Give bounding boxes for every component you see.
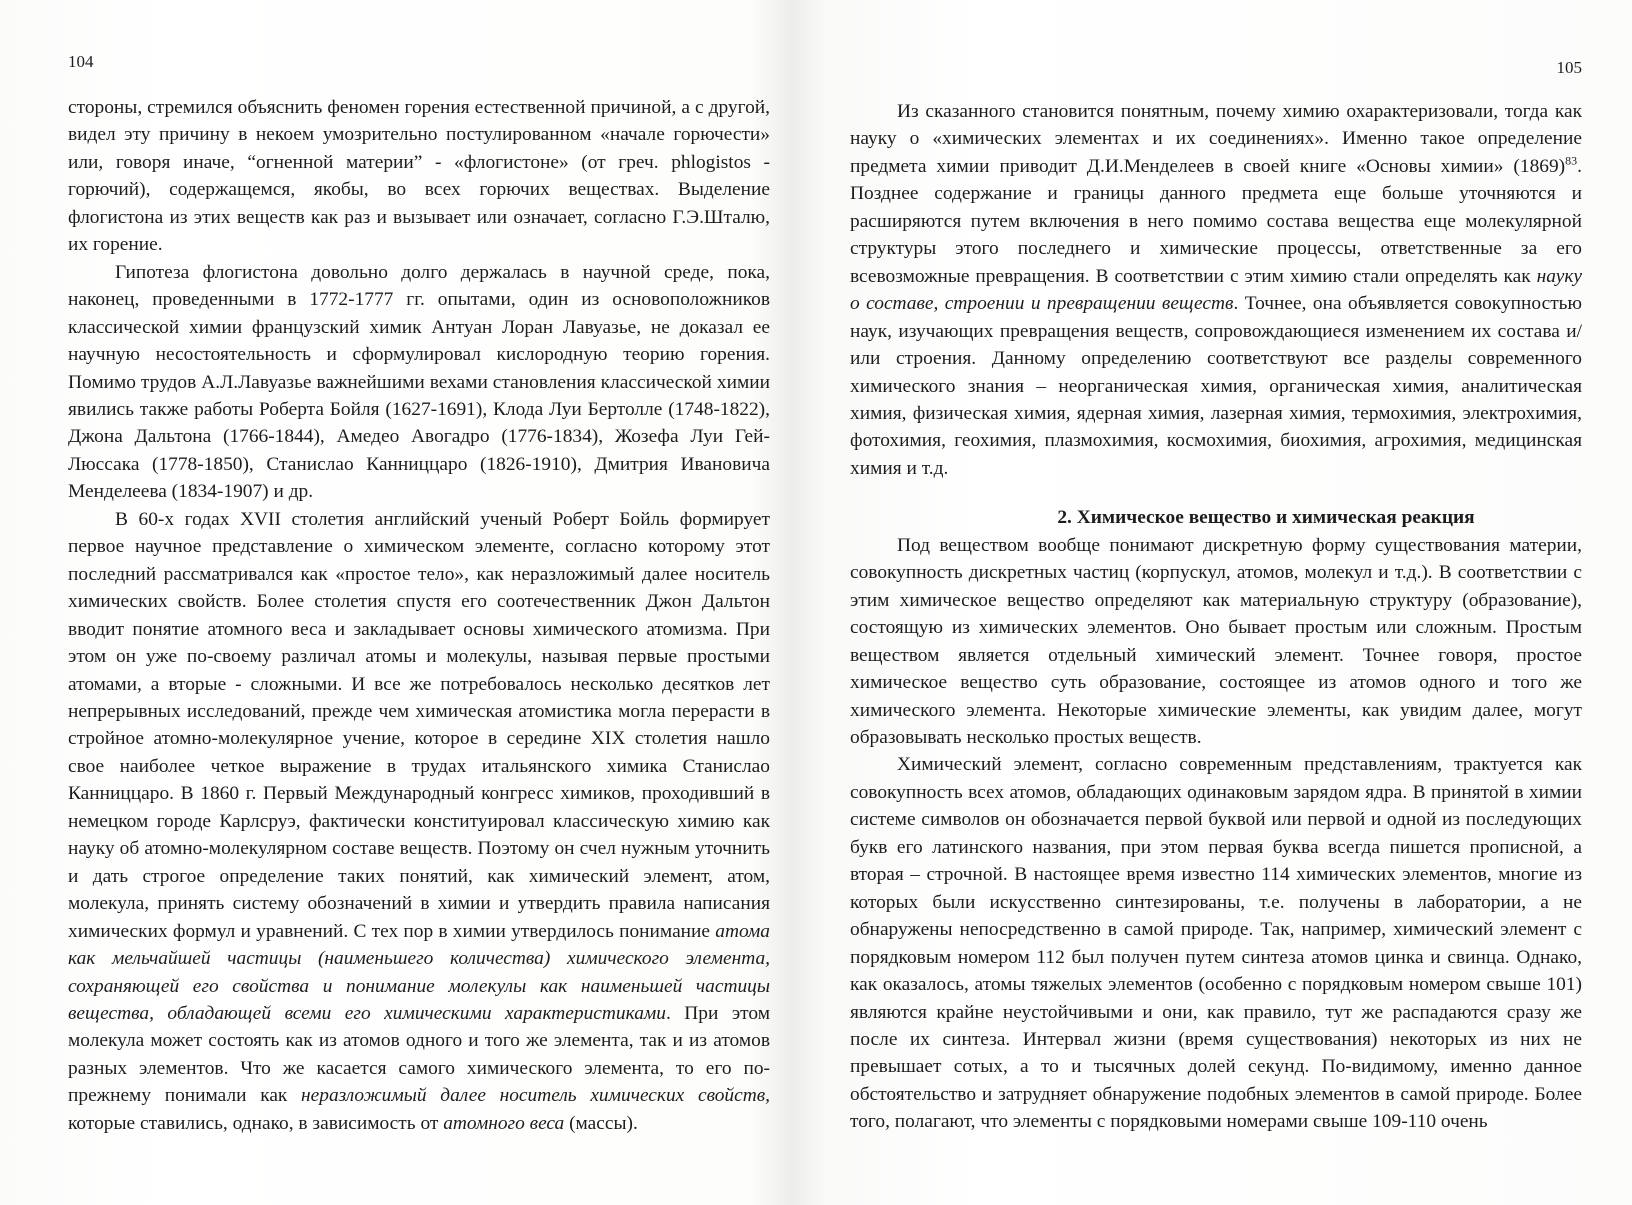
paragraph xyxy=(850,532,1582,752)
right-page-text xyxy=(850,98,1582,1136)
paragraph xyxy=(850,751,1582,1135)
paragraph xyxy=(68,259,770,506)
page-number: 105 xyxy=(1556,58,1582,77)
italic-text-run: атома как мельчайшей частицы (наименьшего количества) химического элемента, сохраняющей его свойства и понимание молекулы как наименьшей частицы вещества, обладающей всеми его химическими характеристиками xyxy=(68,920,770,1024)
paragraph xyxy=(850,98,1582,482)
left-page xyxy=(0,0,800,1205)
footnote-marker: 83 xyxy=(1565,153,1578,168)
section-heading: 2. Химическое вещество и химическая реакция xyxy=(1057,507,1475,529)
text-run: В 60-х годах XVII столетия английский ученый Роберт Бойль формирует первое научное представление о химическом элементе, согласно которому этот последний рассматривался как «простое тело», как неразложимый далее носитель химических свойств. Более столетия спустя его соотечественник Джон Дальтон вводит понятие атомного веса и закладывает основы химического атомизма. При этом он уже по-своему различал атомы и молекулы, называя первые простыми атомами, а вторые - сложными. И все же потребовалось несколько десятков лет непрерывных исследований, прежде чем химическая атомистика могла перерасти в стройное атомно-молекулярное учение, которое в середине XIX столетия нашло свое наиболее четкое выражение в трудах итальянского химика Станислао Канниццаро. В 1860 г. Первый Международный конгресс химиков, проходивший в немецком городе Карлсруэ, фактически конституировал классическую химию как науку об атомно-молекулярном составе веществ. Поэтому он счел нужным уточнить и дать строгое определение таких понятий, как химический элемент, атом, молекула, принять систему обозначений в химии и утвердить правила написания химических формул и уравнений. С тех пор в химии утвердилось понимание xyxy=(68,508,770,942)
text-run: которые ставились, однако, в зависимость от xyxy=(68,1112,444,1134)
left-page-text xyxy=(68,94,770,1137)
paragraph xyxy=(68,94,770,259)
page-number: 104 xyxy=(68,52,94,71)
text-run: . При этом молекула может состоять как из атомов одного и того же элемента, так и из атомов разных элементов. Что же касается самого химического элемента, то его по-прежнему понимали как xyxy=(68,1002,771,1107)
italic-text-run: атомного веса xyxy=(443,1112,565,1134)
paragraph xyxy=(68,506,770,1137)
italic-text-run: науку о составе, строении и превращении веществ xyxy=(850,265,1582,315)
text-run: Гипотеза флогистона довольно долго держалась в научной среде, пока, наконец, проведенными в 1772-1777 гг. опытами, один из основоположников классической химии французский химик Антуан Лоран Лавуазье, не доказал ее научную несостоятельность и сформулировал кислородную теорию горения. Помимо трудов А.Л.Лавуазье важнейшими вехами становления классической химии явились также работы Роберта Бойля (1627-1691), Клода Луи Бертолле (1748-1822), Джона Дальтона (1766-1844), Амедео Авогадро (1776-1834), Жозефа Луи Гей-Люссака (1778-1850), Станислао Канниццаро (1826-1910), Дмитрия Ивановича Менделеева (1834-1907) и др. xyxy=(68,261,770,503)
text-run: Из сказанного становится понятным, почему химию охарактеризовали, тогда как науку о «химических элементах и их соединениях». Именно такое определение предмета химии приводит Д.И.Менделеев в своей книге «Основы химии» (1869) xyxy=(850,101,1582,177)
text-run: стороны, стремился объяснить феномен горения естественной причиной, а с другой, видел эту причину в некоем умозрительно постулированном «начале горючести» или, говоря иначе, “огненной материи” - «флогистоне» (от греч. phlogistos - горючий), содержащемся, якобы, во всех горючих веществах. Выделение флогистона из этих веществ как раз и вызывает или означает, согласно Г.Э.Шталю, их горение. xyxy=(68,97,770,256)
right-page xyxy=(820,0,1632,1205)
text-run: Химический элемент, согласно современным представлениям, трактуется как совокупность всех атомов, обладающих одинаковым зарядом ядра. В принятой в химии системе символов он обозначается первой буквой или первой и одной из последующих букв его латинского названия, при этом первая буква всегда пишется прописной, а вторая – строчной. В настоящее время известно 114 химических элементов, многие из которых были искусственно синтезированы, т.е. получены в лаборатории, а не обнаружены непосредственно в самой природе. Так, например, химический элемент с порядковым номером 112 был получен путем синтеза атомов цинка и свинца. Однако, как оказалось, атомы тяжелых элементов (особенно с порядковым номером свыше 101) являются крайне неустойчивыми и они, как правило, тут же распадаются сразу же после их синтеза. Интервал жизни (время существования) некоторых из них не превышает сотых, а то и тысячных долей секунд. По-видимому, именно данное обстоятельство и затрудняет обнаружение подобных элементов в самой природе. Более того, полагают, что элементы с порядковыми номерами свыше 109-110 очень xyxy=(850,754,1582,1133)
text-run: (массы). xyxy=(564,1112,638,1134)
text-run: Под веществом вообще понимают дискретную форму существования материи, совокупность дискретных частиц (корпускул, атомов, молекул и т.д.). В соответствии с этим химическое вещество определяют как материальную структуру (образование), состоящую из химических элементов. Оно бывает простым или сложным. Простым веществом является отдельный химический элемент. Точнее говоря, простое химическое вещество суть образование, состоящее из атомов одного и того же химического элемента. Некоторые химические элементы, как увидим далее, могут образовывать несколько простых веществ. xyxy=(850,534,1582,748)
italic-text-run: неразложимый далее носитель химических свойств, xyxy=(301,1085,770,1107)
text-run: . Точнее, она объявляется совокупностью наук, изучающих превращения веществ, сопровождающиеся изменением их состава и/или строения. Данному определению соответствуют все разделы современного химического знания – неорганическая химия, органическая химия, аналитическая химия, физическая химия, ядерная химия, лазерная химия, термохимия, электрохимия, фотохимия, геохимия, плазмохимия, космохимия, биохимия, агрохимия, медицинская химия и т.д. xyxy=(850,293,1582,479)
text-run: . Позднее содержание и границы данного предмета еще больше уточняются и расширяются путем включения в него помимо состава вещества еще молекулярной структуры этого последнего и химические процессы, ответственные за его всевозможные превращения. В соответствии с этим химию стали определять как xyxy=(850,155,1582,287)
